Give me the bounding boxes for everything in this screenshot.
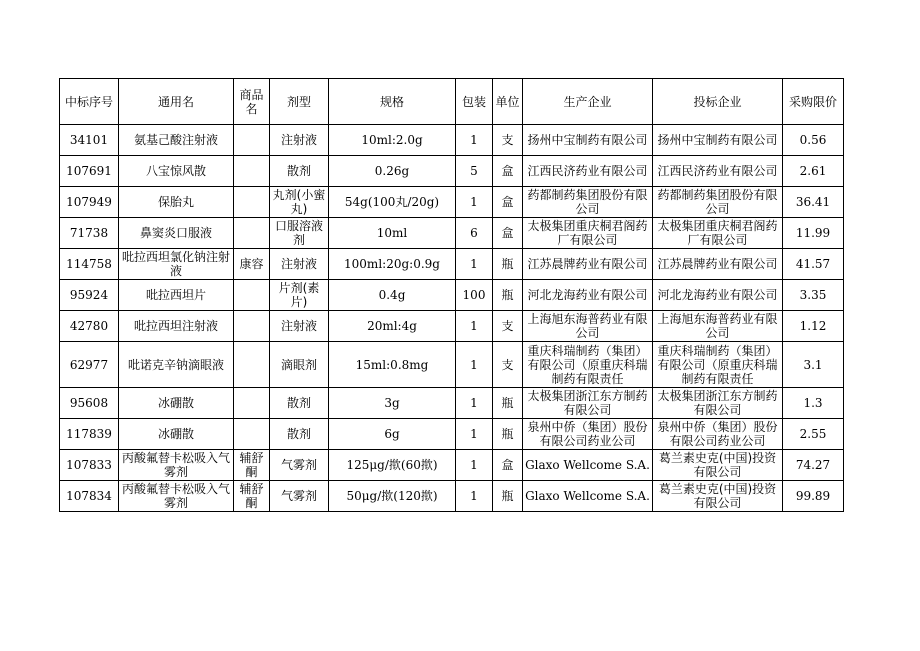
cell-price: 2.61 (783, 156, 844, 187)
cell-bidder (653, 342, 783, 388)
cell-bidder: 太极集团重庆桐君阁药厂有限公司 (653, 218, 783, 249)
cell-pack: 1 (456, 311, 493, 342)
table-row (60, 156, 844, 187)
cell-pack: 1 (456, 342, 493, 388)
cell-form: 丸剂(小蜜丸) (270, 187, 329, 218)
cell-bidder: 药都制药集团股份有限公司 (653, 187, 783, 218)
cell-price: 36.41 (783, 187, 844, 218)
cell-unit: 瓶 (493, 280, 523, 311)
cell-id: 107691 (60, 156, 119, 187)
cell-maker (523, 342, 653, 388)
cell-form: 滴眼剂 (270, 342, 329, 388)
cell-pack: 5 (456, 156, 493, 187)
cell-brand (234, 156, 270, 187)
cell-brand: 辅舒酮 (234, 450, 270, 481)
cell-form: 散剂 (270, 156, 329, 187)
cell-form: 注射液 (270, 311, 329, 342)
procurement-table (59, 78, 844, 512)
cell-brand (234, 218, 270, 249)
cell-spec: 50μg/揿(120揿) (329, 481, 456, 512)
cell-spec: 54g(100丸/20g) (329, 187, 456, 218)
cell-brand (234, 419, 270, 450)
cell-price: 1.3 (783, 388, 844, 419)
cell-id: 107834 (60, 481, 119, 512)
cell-id: 62977 (60, 342, 119, 388)
cell-unit: 支 (493, 311, 523, 342)
header-pack: 包装 (456, 79, 493, 125)
table-row (60, 419, 844, 450)
cell-brand: 康容 (234, 249, 270, 280)
table-row (60, 218, 844, 249)
cell-name: 氨基己酸注射液 (119, 125, 234, 156)
header-row (60, 79, 844, 125)
cell-spec: 0.26g (329, 156, 456, 187)
cell-price: 2.55 (783, 419, 844, 450)
cell-unit: 支 (493, 342, 523, 388)
cell-maker: 药都制药集团股份有限公司 (523, 187, 653, 218)
cell-id: 71738 (60, 218, 119, 249)
cell-id: 107833 (60, 450, 119, 481)
cell-name: 冰硼散 (119, 388, 234, 419)
cell-name: 丙酸氟替卡松吸入气雾剂 (119, 481, 234, 512)
table-row (60, 481, 844, 512)
cell-brand (234, 311, 270, 342)
cell-name: 保胎丸 (119, 187, 234, 218)
cell-bidder: 葛兰素史克(中国)投资有限公司 (653, 481, 783, 512)
cell-maker: 江苏晨牌药业有限公司 (523, 249, 653, 280)
cell-brand (234, 125, 270, 156)
cell-brand (234, 280, 270, 311)
table-row (60, 450, 844, 481)
cell-brand: 辅舒酮 (234, 481, 270, 512)
cell-bidder: 上海旭东海普药业有限公司 (653, 311, 783, 342)
cell-spec: 10ml (329, 218, 456, 249)
cell-maker: 上海旭东海普药业有限公司 (523, 311, 653, 342)
cell-id: 95924 (60, 280, 119, 311)
cell-maker: 太极集团重庆桐君阁药厂有限公司 (523, 218, 653, 249)
cell-brand (234, 388, 270, 419)
cell-unit: 瓶 (493, 388, 523, 419)
cell-spec: 6g (329, 419, 456, 450)
cell-pack: 1 (456, 481, 493, 512)
cell-maker: 扬州中宝制药有限公司 (523, 125, 653, 156)
cell-name: 吡拉西坦氯化钠注射液 (119, 249, 234, 280)
cell-brand (234, 187, 270, 218)
cell-maker: 泉州中侨（集团）股份有限公司药业公司 (523, 419, 653, 450)
cell-price: 1.12 (783, 311, 844, 342)
cell-name: 八宝惊风散 (119, 156, 234, 187)
table-row (60, 388, 844, 419)
cell-price: 11.99 (783, 218, 844, 249)
cell-name: 鼻窦炎口服液 (119, 218, 234, 249)
cell-form: 注射液 (270, 249, 329, 280)
cell-bidder-text: 重庆科瑞制药（集团）有限公司（原重庆科瑞制药有限责任 (657, 343, 778, 386)
header-maker: 生产企业 (523, 79, 653, 125)
cell-maker: 太极集团浙江东方制药有限公司 (523, 388, 653, 419)
table-row (60, 249, 844, 280)
cell-pack: 100 (456, 280, 493, 311)
cell-unit: 瓶 (493, 481, 523, 512)
cell-form: 注射液 (270, 125, 329, 156)
cell-bidder: 江西民济药业有限公司 (653, 156, 783, 187)
table-row (60, 187, 844, 218)
header-spec: 规格 (329, 79, 456, 125)
cell-id: 114758 (60, 249, 119, 280)
cell-pack: 1 (456, 249, 493, 280)
cell-pack: 1 (456, 187, 493, 218)
cell-price: 74.27 (783, 450, 844, 481)
cell-unit: 盒 (493, 218, 523, 249)
header-form: 剂型 (270, 79, 329, 125)
cell-bidder: 葛兰素史克(中国)投资有限公司 (653, 450, 783, 481)
cell-unit: 盒 (493, 156, 523, 187)
header-id: 中标序号 (60, 79, 119, 125)
cell-name: 冰硼散 (119, 419, 234, 450)
cell-form: 散剂 (270, 388, 329, 419)
cell-id: 34101 (60, 125, 119, 156)
cell-maker: Glaxo Wellcome S.A. (523, 450, 653, 481)
cell-form: 气雾剂 (270, 450, 329, 481)
cell-unit: 盒 (493, 450, 523, 481)
cell-spec: 3g (329, 388, 456, 419)
cell-id: 107949 (60, 187, 119, 218)
cell-spec: 0.4g (329, 280, 456, 311)
cell-pack: 1 (456, 450, 493, 481)
table-row (60, 342, 844, 388)
cell-form: 气雾剂 (270, 481, 329, 512)
cell-id: 95608 (60, 388, 119, 419)
table-row (60, 125, 844, 156)
cell-spec: 100ml:20g:0.9g (329, 249, 456, 280)
cell-unit: 支 (493, 125, 523, 156)
cell-maker: 河北龙海药业有限公司 (523, 280, 653, 311)
cell-spec: 10ml:2.0g (329, 125, 456, 156)
cell-form: 散剂 (270, 419, 329, 450)
cell-price: 99.89 (783, 481, 844, 512)
cell-name: 丙酸氟替卡松吸入气雾剂 (119, 450, 234, 481)
cell-price: 3.1 (783, 342, 844, 388)
cell-bidder: 江苏晨牌药业有限公司 (653, 249, 783, 280)
cell-pack: 1 (456, 419, 493, 450)
cell-name: 吡诺克辛钠滴眼液 (119, 342, 234, 388)
cell-bidder: 河北龙海药业有限公司 (653, 280, 783, 311)
cell-form: 片剂(素片) (270, 280, 329, 311)
cell-price: 41.57 (783, 249, 844, 280)
cell-bidder: 太极集团浙江东方制药有限公司 (653, 388, 783, 419)
cell-unit: 瓶 (493, 249, 523, 280)
header-bidder: 投标企业 (653, 79, 783, 125)
cell-form: 口服溶液剂 (270, 218, 329, 249)
cell-unit: 瓶 (493, 419, 523, 450)
cell-price: 0.56 (783, 125, 844, 156)
cell-bidder: 扬州中宝制药有限公司 (653, 125, 783, 156)
cell-name: 吡拉西坦片 (119, 280, 234, 311)
cell-maker: Glaxo Wellcome S.A. (523, 481, 653, 512)
table-row (60, 280, 844, 311)
header-unit: 单位 (493, 79, 523, 125)
cell-bidder: 泉州中侨（集团）股份有限公司药业公司 (653, 419, 783, 450)
table-row (60, 311, 844, 342)
cell-pack: 6 (456, 218, 493, 249)
cell-id: 42780 (60, 311, 119, 342)
cell-price: 3.35 (783, 280, 844, 311)
cell-pack: 1 (456, 125, 493, 156)
cell-spec: 125μg/揿(60揿) (329, 450, 456, 481)
header-name: 通用名 (119, 79, 234, 125)
cell-spec: 15ml:0.8mg (329, 342, 456, 388)
header-brand: 商品名 (234, 79, 270, 125)
cell-name: 吡拉西坦注射液 (119, 311, 234, 342)
cell-unit: 盒 (493, 187, 523, 218)
cell-maker-text: 重庆科瑞制药（集团）有限公司（原重庆科瑞制药有限责任 (527, 343, 648, 386)
cell-maker: 江西民济药业有限公司 (523, 156, 653, 187)
header-price: 采购限价 (783, 79, 844, 125)
cell-brand (234, 342, 270, 388)
cell-pack: 1 (456, 388, 493, 419)
cell-spec: 20ml:4g (329, 311, 456, 342)
cell-id: 117839 (60, 419, 119, 450)
